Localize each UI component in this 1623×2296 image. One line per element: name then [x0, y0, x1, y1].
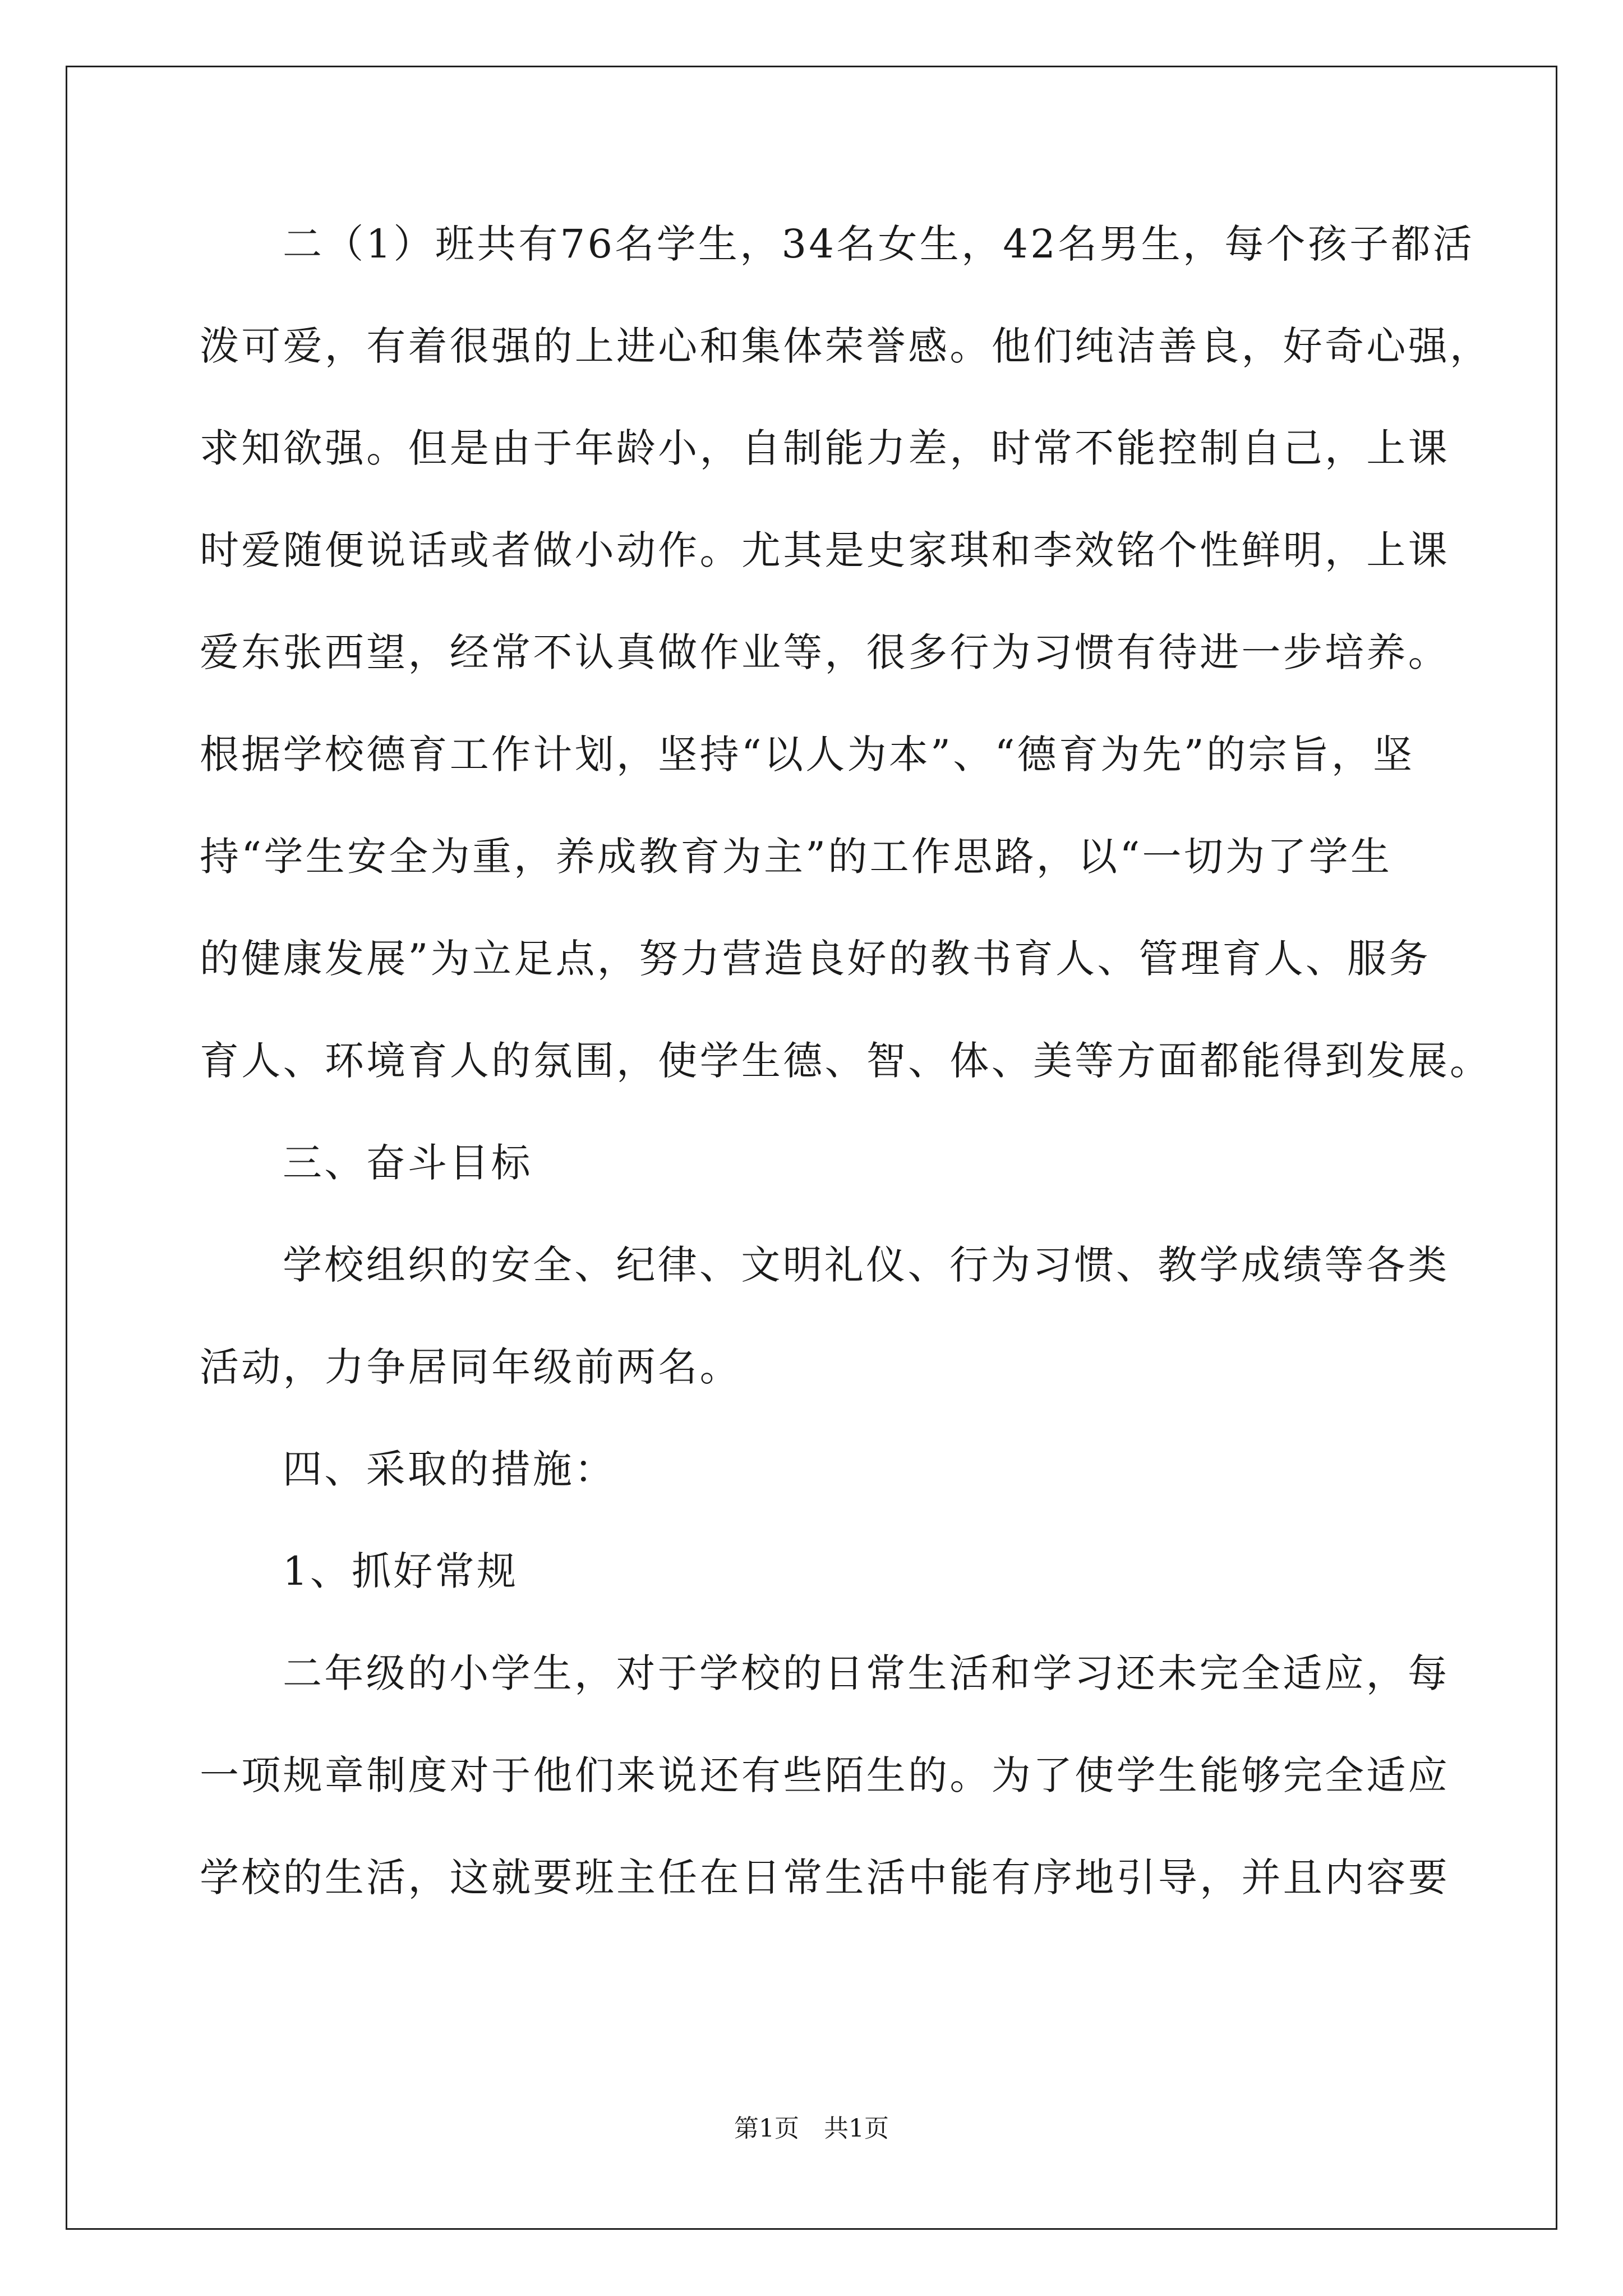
text-line: 一项规章制度对于他们来说还有些陌生的。为了使学生能够完全适应: [200, 1752, 1450, 1798]
section-heading: 四、采取的措施：: [283, 1446, 616, 1492]
document-body: [200, 221, 1492, 1960]
text-line: 活动，力争居同年级前两名。: [200, 1344, 741, 1390]
section-heading: 三、奋斗目标: [283, 1140, 533, 1186]
text-line: 二（1）班共有76名学生，34名女生，42名男生，每个孩子都活: [283, 221, 1475, 267]
text-line: 二年级的小学生，对于学校的日常生活和学习还未完全适应，每: [283, 1650, 1450, 1696]
text-line: 学校组织的安全、纪律、文明礼仪、行为习惯、教学成绩等各类: [283, 1242, 1450, 1288]
text-line: 泼可爱，有着很强的上进心和集体荣誉感。他们纯洁善良，好奇心强，: [200, 323, 1492, 369]
text-line: 时爱随便说话或者做小动作。尤其是史家琪和李效铭个性鲜明，上课: [200, 527, 1450, 573]
text-line: 育人、环境育人的氛围，使学生德、智、体、美等方面都能得到发展。: [200, 1038, 1492, 1084]
text-line: 爱东张西望，经常不认真做作业等，很多行为习惯有待进一步培养。: [200, 629, 1450, 675]
text-line: 根据学校德育工作计划，坚持“以人为本”、“德育为先”的宗旨，坚: [200, 731, 1415, 777]
page-number-footer: 第1页 共1页: [734, 2114, 889, 2143]
subsection-heading: 1、抓好常规: [283, 1548, 519, 1594]
text-line: 求知欲强。但是由于年龄小，自制能力差，时常不能控制自己，上课: [200, 425, 1450, 471]
text-line: 的健康发展”为立足点，努力营造良好的教书育人、管理育人、服务: [200, 936, 1431, 982]
text-line: 学校的生活，这就要班主任在日常生活中能有序地引导，并且内容要: [200, 1855, 1450, 1901]
text-line: 持“学生安全为重，养成教育为主”的工作思路，以“一切为了学生: [200, 834, 1393, 880]
